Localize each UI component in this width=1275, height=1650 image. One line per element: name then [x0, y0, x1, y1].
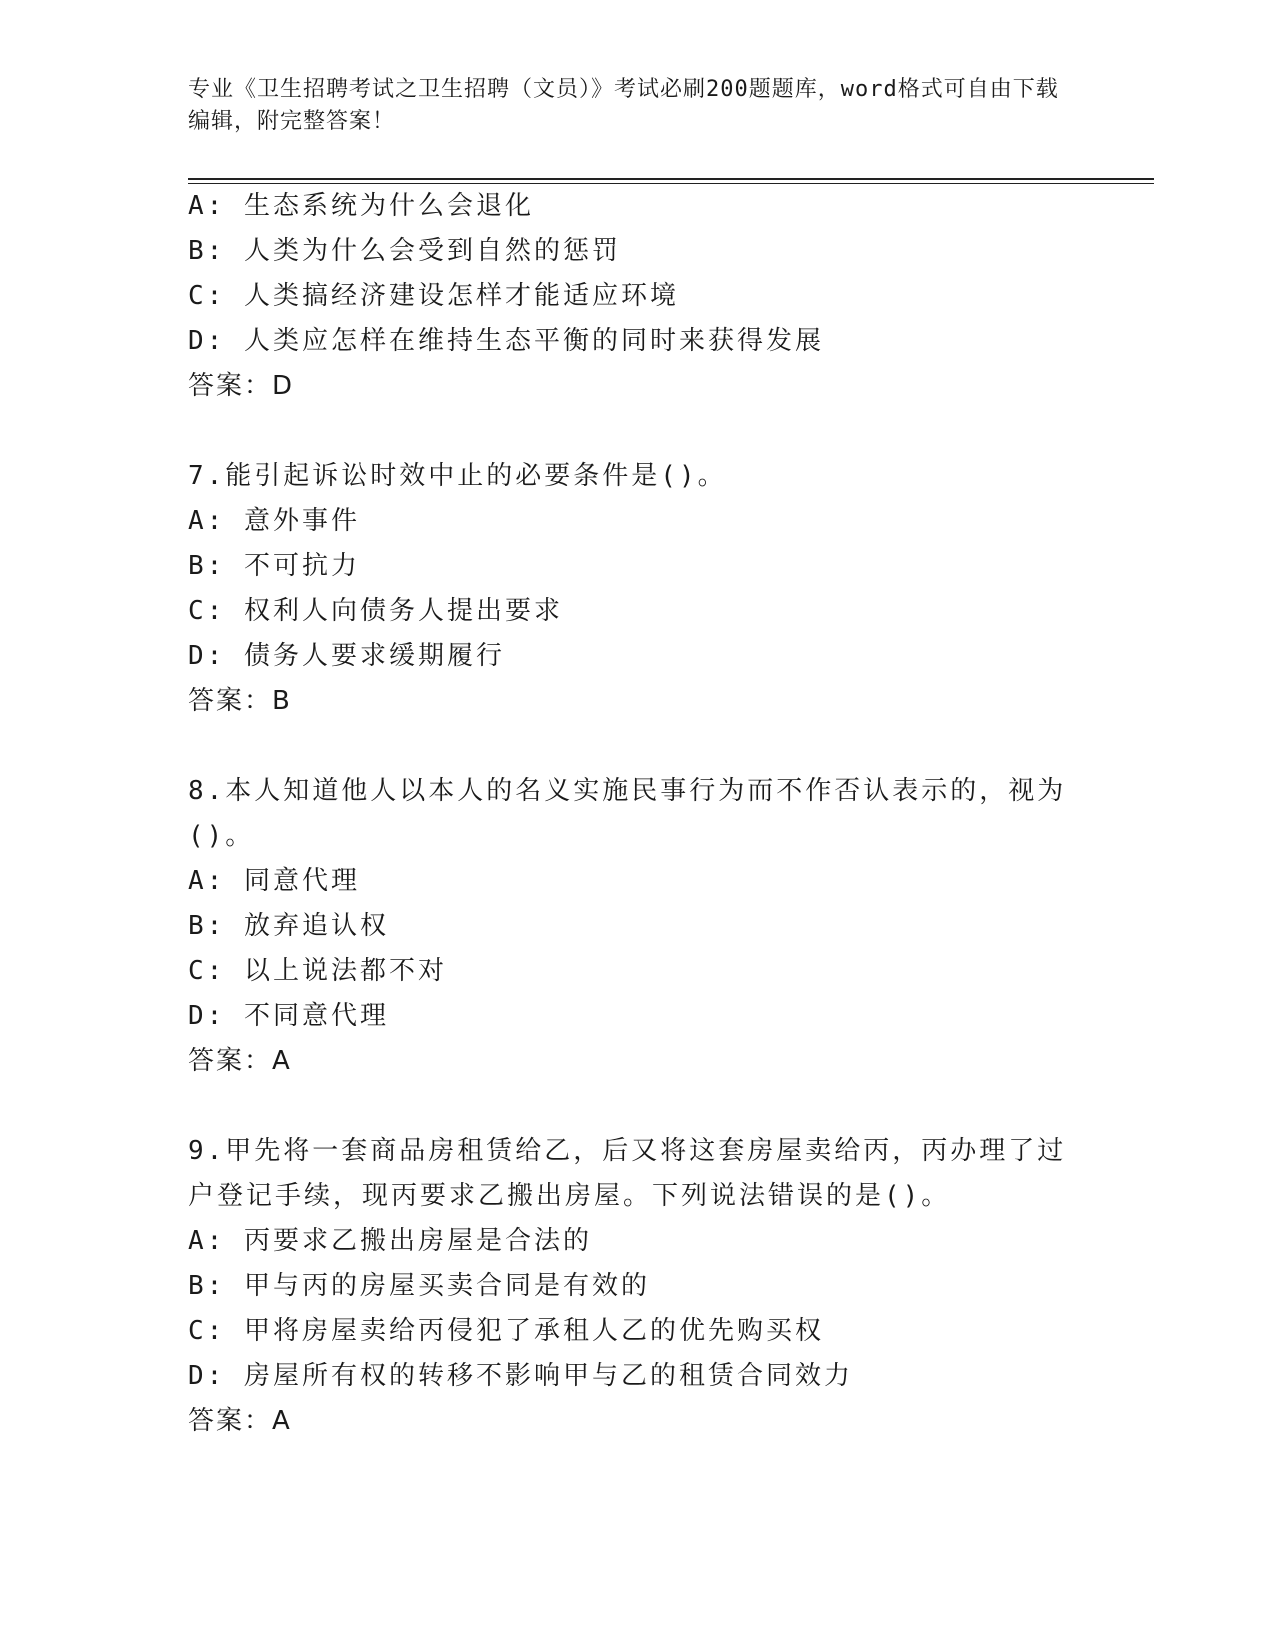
- q9-stem-line2: 户登记手续，现丙要求乙搬出房屋。下列说法错误的是()。: [188, 1181, 951, 1211]
- q6-option-d: D: 人类应怎样在维持生态平衡的同时来获得发展: [188, 326, 824, 356]
- q8-option-d: D: 不同意代理: [188, 1001, 389, 1031]
- q6-answer: 答案：D: [188, 371, 295, 401]
- q9-option-d: D: 房屋所有权的转移不影响甲与乙的租赁合同效力: [188, 1361, 853, 1391]
- q9-answer: 答案：A: [188, 1406, 292, 1436]
- q8-option-b: B: 放弃追认权: [188, 911, 389, 941]
- q8-answer: 答案：A: [188, 1046, 292, 1076]
- q7-stem: 7.能引起诉讼时效中止的必要条件是()。: [188, 461, 727, 491]
- q9-option-b: B: 甲与丙的房屋买卖合同是有效的: [188, 1271, 650, 1301]
- q7-option-c: C: 权利人向债务人提出要求: [188, 596, 563, 626]
- document-header: 专业《卫生招聘考试之卫生招聘（文员）》考试必刷200题题库，word格式可自由下载编辑，附完整答案！: [188, 77, 1059, 134]
- q6-option-c: C: 人类搞经济建设怎样才能适应环境: [188, 281, 679, 311]
- q7-option-d: D: 债务人要求缓期履行: [188, 641, 505, 671]
- q7-answer: 答案：B: [188, 686, 292, 716]
- q9-stem-line1: 9.甲先将一套商品房租赁给乙，后又将这套房屋卖给丙，丙办理了过: [188, 1136, 1067, 1166]
- q7-option-a: A: 意外事件: [188, 506, 360, 536]
- q8-option-a: A: 同意代理: [188, 866, 360, 896]
- header-rule-thin: [188, 183, 1154, 184]
- q9-option-a: A: 丙要求乙搬出房屋是合法的: [188, 1226, 592, 1256]
- q6-option-b: B: 人类为什么会受到自然的惩罚: [188, 236, 621, 266]
- q8-option-c: C: 以上说法都不对: [188, 956, 447, 986]
- q9-option-c: C: 甲将房屋卖给丙侵犯了承租人乙的优先购买权: [188, 1316, 824, 1346]
- q7-option-b: B: 不可抗力: [188, 551, 360, 581]
- q8-stem-line2: ()。: [188, 821, 255, 851]
- q8-stem-line1: 8.本人知道他人以本人的名义实施民事行为而不作否认表示的，视为: [188, 776, 1067, 806]
- header-rule-thick: [188, 178, 1154, 180]
- q6-option-a: A: 生态系统为什么会退化: [188, 191, 534, 221]
